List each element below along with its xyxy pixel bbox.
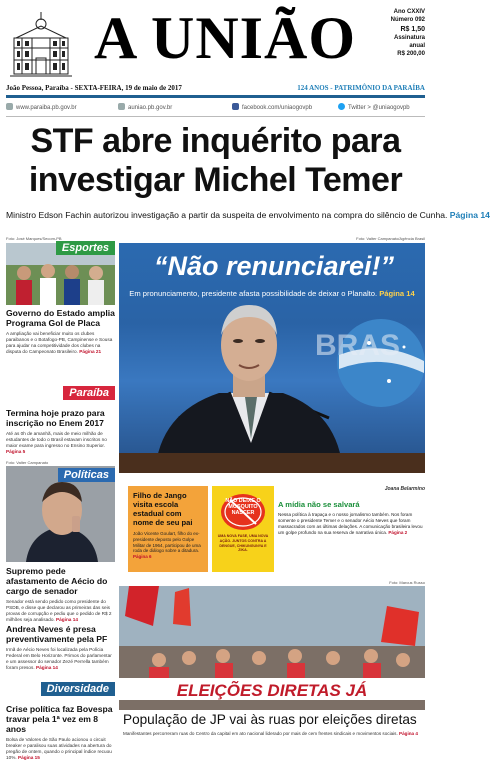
masthead-title: A UNIÃO [93,5,357,71]
diversidade-text: Bolsa de Valores de São Paulo acionou o circuit breaker e paralisou suas atividades na abertura do pregão de ontem, quando o principal índice recuou 10%. Página 15 [6,737,112,760]
diversidade-tag-row [6,682,115,696]
twitter-link[interactable]: Twitter > @uniaogovpb [338,103,410,111]
politicas-headline-1: Supremo pede afastamento de Aécio do cargo de senador [6,566,108,596]
brasil-banner-text: BRAS [315,329,401,362]
politicas-text-2: Irmã de Aécio Neves foi localizada pela Polícia Federal em Belo Horizonte. Primos do parlamentar e um assessor do senador Zezé Perrella também foram presos. Página 14 [6,647,112,670]
headline-line-2: investigar Michel Temer [28,161,403,199]
protest-photo[interactable] [119,586,425,710]
section-tag-politicas[interactable]: Políticas [58,468,115,482]
photo-credit: Foto: José Marques/Secom-PB [6,236,62,241]
dengue-ad-title: NÃO DEIXE O MOSQUITO NASCER [225,498,261,517]
diversidade-story[interactable] [6,704,115,761]
divider [6,95,425,98]
paraiba-tag-row [6,386,115,400]
subscription-period: anual [409,43,425,49]
site-link[interactable]: www.paraiba.pb.gov.br [6,103,77,111]
deck-text: Ministro Edson Fachin autorizou investigação a partir da suspeita de envolvimento na compra do silêncio de Cunha. [6,210,448,220]
protest-banner-text: ELEIÇÕES DIRETAS JÁ [176,681,368,700]
opinion-page-ref[interactable]: Página 2 [388,530,408,535]
section-tag-esportes[interactable]: Esportes [56,241,115,255]
edition-number: Número 092 [390,17,425,23]
paraiba-headline: Termina hoje prazo para inscrição no Enem 2017 [6,408,105,428]
jango-text: João Vicente Goulart, filho do ex-presidente deposto pelo Golpe Militar de 1964, participou de uma roda de diálogo sobre a ditadura. Página 6 [133,531,201,560]
jango-page-ref[interactable]: Página 6 [133,554,152,560]
paraiba-story[interactable] [6,408,115,455]
politicas-block[interactable] [6,466,115,562]
quote-sub-text: Em pronunciamento, presidente afasta possibilidade de deixar o Planalto. [129,289,378,298]
politicas-headline-2: Andrea Neves é presa preventivamente pela PF [6,624,108,644]
paraiba-text: Até as 0h de amanhã, mais de meio milhão de estudantes de todo o Brasil estavam inscritos no maior exame para ingresso no Ensino Superior. Página 5 [6,431,107,454]
links-bar [6,101,425,113]
building-logo-icon [6,8,76,80]
main-quote: “Não renunciarei!” [153,251,395,281]
politicas-page-ref-2[interactable]: Página 14 [35,665,58,670]
dateline: João Pessoa, Paraíba - SEXTA-FEIRA, 19 de maio de 2017 [6,84,182,92]
esportes-page-ref[interactable]: Página 21 [79,349,102,354]
site2-link[interactable]: auniao.pb.gov.br [118,103,172,111]
facebook-link[interactable]: facebook.com/uniaogovpb [232,103,312,111]
subscription-price: R$ 200,00 [397,51,425,57]
photo-credit: Foto: Valter Campanato [6,460,49,465]
opinion-byline: Joana Belarmino [384,486,425,492]
politicas-story-1[interactable] [6,566,115,623]
divider [6,116,425,117]
diversidade-page-ref[interactable]: Página 15 [18,755,40,760]
jango-box[interactable] [128,486,208,572]
deck-page-ref[interactable]: Página 14 [449,210,490,220]
edition-year: Ano CXXIV [393,9,425,15]
quote-page-ref[interactable]: Página 14 [379,289,415,298]
esportes-headline: Governo do Estado amplia Programa Gol de Placa [6,308,115,328]
section-tag-diversidade[interactable]: Diversidade [41,682,115,696]
bottom-page-ref[interactable]: Página 4 [399,731,418,736]
dengue-ad-text: UMA NOVA FASE, UMA NOVA AÇÃO. JUNTOS CONTRA A DENGUE, CHIKUNGUNYA E ZIKA. [217,534,269,553]
price: R$ 1,50 [400,26,425,33]
headline-deck [6,210,490,220]
jango-headline: Filho de Jango visita escola estadual com nome de seu pai [133,491,193,527]
twitter-icon [338,103,345,110]
headline-line-1: STF abre inquérito para [30,122,401,160]
mail-icon [118,103,125,110]
opinion-box[interactable] [278,486,425,572]
photo-credit: Foto: Valter Campanato/Agência Brasil [356,236,425,241]
bottom-text: Manifestantes percorreram ruas do Centro da capital em ato nacional liderado por mais de cem frentes sindicais e movimentos sociais. Página 4 [123,731,418,736]
esportes-block[interactable] [6,243,115,305]
section-tag-paraiba[interactable]: Paraíba [63,386,115,400]
globe-icon [6,103,13,110]
main-photo[interactable] [119,243,425,473]
edition-info [379,8,425,58]
paraiba-page-ref[interactable]: Página 5 [6,449,26,454]
politicas-page-ref-1[interactable]: Página 14 [56,617,78,622]
opinion-text: Nessa política à trapaça e o nosso jornalismo também. Nos foram somente o presidente Temer e o senador Aécio Neves que foram massacrados com as últimas delações. A comunicação brasileira levou um golpe profundo na sua reserva de narrativa única. Página 2 [278,512,423,535]
photo-credit: Foto: Marcus Russo [389,580,425,585]
bottom-headline[interactable]: População de JP vai às ruas por eleições diretas [123,712,417,727]
diversidade-headline: Crise política faz Bovespa travar pela 1ª vez em 8 anos [6,704,113,734]
dengue-ad[interactable] [212,486,274,572]
subscription-label: Assinatura [393,35,425,41]
opinion-headline: A mídia não se salvará [278,500,360,509]
politicas-story-2[interactable] [6,624,115,671]
politicas-text-1: Senador está sendo pedido como presidente do PSDB, e disse que declarou as primeiras das seis provas de corrupção e pediu que o pedido de R$ 2 milhões seja analisado. Página 14 [6,599,112,622]
main-quote-subtitle [119,289,425,298]
esportes-text: A ampliação vai beneficiar muito os clubes paraibanos e o Botafogo-PB, Campinense e Sousa para ajudar na competitividade dos clubes na disputa do Campeonato Brasileiro. Página 21 [6,331,113,354]
esportes-story[interactable] [6,308,115,355]
main-headline[interactable] [6,122,425,200]
facebook-icon [232,103,239,110]
motto: 124 ANOS - PATRIMÔNIO DA PARAÍBA [297,84,425,92]
